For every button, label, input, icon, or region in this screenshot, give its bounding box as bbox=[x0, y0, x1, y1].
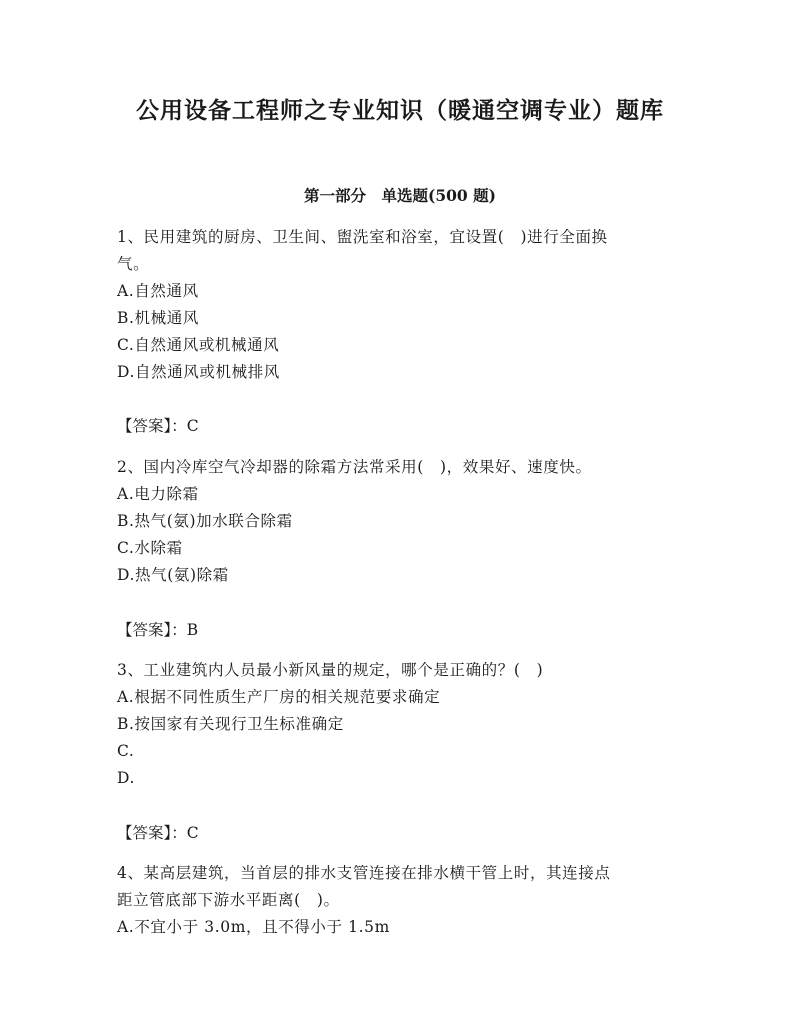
option-b: B.机械通风 bbox=[117, 309, 199, 327]
section-heading: 第一部分 单选题(500 题) bbox=[304, 186, 496, 205]
question-stem: 距立管底部下游水平距离( )。 bbox=[117, 891, 340, 909]
option-b: B.热气(氨)加水联合除霜 bbox=[117, 512, 293, 530]
option-c: C. bbox=[117, 742, 135, 760]
question-stem: 气。 bbox=[117, 255, 150, 273]
answer-value: B bbox=[186, 621, 199, 639]
answer-1 bbox=[117, 413, 692, 440]
option-d: D.自然通风或机械排风 bbox=[117, 363, 280, 381]
question-stem: 1、民用建筑的厨房、卫生间、盥洗室和浴室，宜设置( )进行全面换 bbox=[117, 228, 608, 246]
option-a: A.根据不同性质生产厂房的相关规范要求确定 bbox=[117, 688, 441, 706]
option-a: A.自然通风 bbox=[117, 282, 199, 300]
answer-label: 【答案】： bbox=[117, 417, 187, 435]
option-d: D. bbox=[117, 769, 136, 787]
answer-label: 【答案】： bbox=[117, 824, 187, 842]
answer-value: C bbox=[186, 824, 199, 842]
question-stem: 3、工业建筑内人员最小新风量的规定，哪个是正确的？( ) bbox=[117, 661, 544, 679]
question-stem: 2、国内冷库空气冷却器的除霜方法常采用( )，效果好、速度快。 bbox=[117, 458, 592, 476]
document-title: 公用设备工程师之专业知识（暖通空调专业）题库 bbox=[136, 97, 664, 124]
answer-label: 【答案】： bbox=[117, 621, 187, 639]
question-stem: 4、某高层建筑，当首层的排水支管连接在排水横干管上时，其连接点 bbox=[117, 864, 611, 882]
option-c: C.自然通风或机械通风 bbox=[117, 336, 280, 354]
option-a: A.电力除霜 bbox=[117, 485, 199, 503]
option-c: C.水除霜 bbox=[117, 539, 183, 557]
option-d: D.热气(氨)除霜 bbox=[117, 566, 229, 584]
question-1 bbox=[117, 224, 692, 386]
answer-2 bbox=[117, 617, 692, 644]
answer-value: C bbox=[186, 417, 199, 435]
option-b: B.按国家有关现行卫生标准确定 bbox=[117, 715, 344, 733]
question-4 bbox=[117, 860, 692, 941]
option-a: A.不宜小于 3.0m，且不得小于 1.5m bbox=[117, 918, 390, 936]
question-3 bbox=[117, 657, 692, 792]
question-2 bbox=[117, 454, 692, 589]
answer-3 bbox=[117, 820, 692, 847]
